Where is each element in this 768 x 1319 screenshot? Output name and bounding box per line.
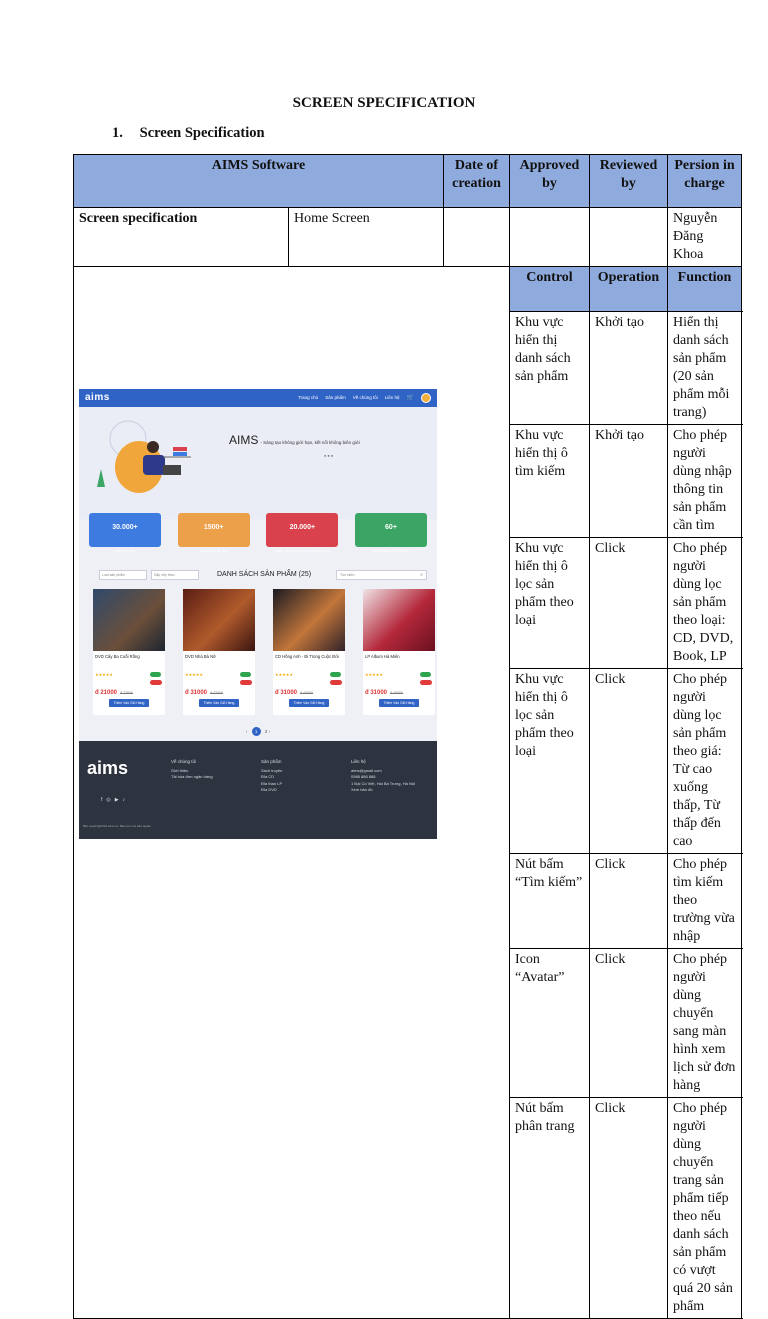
rating-stars: ★★★★★	[365, 672, 383, 677]
stats-row	[89, 513, 427, 553]
home-screen-mockup	[79, 389, 437, 839]
old-price: đ 40000	[300, 691, 314, 695]
control-cell: Khu vực hiển thị ô lọc sản phẩm theo loại	[510, 538, 590, 669]
hero-banner	[79, 407, 437, 519]
hero-brand: AIMS	[229, 433, 259, 447]
approved-cell	[510, 208, 590, 267]
search-icon[interactable]: ⌕	[420, 572, 423, 578]
nav-products[interactable]: Sản phẩm	[325, 395, 346, 400]
stock-badge	[240, 672, 251, 677]
control-cell: Nút bấm phân trang	[510, 1098, 590, 1319]
discount-badge	[420, 680, 432, 685]
control-cell: Nút bấm “Tìm kiếm”	[510, 854, 590, 949]
rating-stars: ★★★★★	[95, 672, 113, 677]
operation-header: Operation	[590, 267, 668, 312]
stat-label: lượt truy cập	[114, 549, 136, 553]
discount-badge	[240, 680, 252, 685]
avatar-icon[interactable]	[421, 393, 431, 403]
old-price: đ 40000	[390, 691, 404, 695]
control-cell: Icon “Avatar”	[510, 949, 590, 1098]
footer-copyright: Bản quyền@2024 aims.vn. Bảo lưu mọi bản quyền.	[83, 824, 152, 828]
stat-sold	[178, 513, 250, 553]
footer-heading: Sản phẩm	[261, 759, 282, 764]
price-sort-select[interactable]: Sắp xếp theo	[151, 570, 199, 580]
carousel-dots[interactable]: ●●●	[324, 453, 335, 458]
rating-stars: ★★★★★	[185, 672, 203, 677]
footer-logo: aims	[87, 758, 129, 778]
discount-badge	[150, 680, 162, 685]
price-value: đ 31000	[185, 690, 208, 696]
current-page-button[interactable]: 1	[252, 727, 261, 736]
stat-feedback	[266, 513, 338, 553]
app-logo[interactable]: aims	[85, 392, 110, 403]
nav-links	[298, 389, 431, 407]
product-name: DVD Cây Ba Cuối Rồng	[95, 654, 140, 659]
operation-cell: Click	[590, 538, 668, 669]
reviewed-by-header: Reviewed by	[590, 155, 668, 208]
stock-badge	[420, 672, 431, 677]
price-value: đ 21000	[95, 690, 118, 696]
product-cover[interactable]	[363, 589, 435, 651]
person-in-charge-header: Persion in charge	[668, 155, 742, 208]
old-price: đ 27000	[120, 691, 134, 695]
footer-heading: Liên hệ	[351, 759, 366, 764]
operation-cell: Khởi tạo	[590, 312, 668, 425]
operation-cell: Click	[590, 949, 668, 1098]
control-cell: Khu vực hiển thị danh sách sản phẩm	[510, 312, 590, 425]
footer-heading: Về chúng tôi	[171, 759, 197, 764]
operation-cell: Click	[590, 669, 668, 854]
old-price: đ 42000	[210, 691, 224, 695]
header-row	[74, 155, 742, 208]
footer-link[interactable]: Giới thiệu	[171, 767, 189, 773]
footer-address: 1 Đại Cồ Việt, Hai Bà Trưng, Hà Nội	[351, 780, 415, 786]
document-title: SCREEN SPECIFICATION	[292, 95, 476, 111]
social-icons[interactable]: f◎▶♪	[101, 797, 130, 803]
product-card[interactable]	[273, 589, 345, 715]
stat-provinces	[355, 513, 427, 553]
footer-contact	[351, 759, 415, 794]
product-name: LP Album Hà Miên	[365, 654, 400, 659]
control-cell: Khu vực hiển thị ô lọc sản phẩm theo loại	[510, 669, 590, 854]
cart-icon[interactable]: 🛒	[406, 395, 414, 401]
function-cell: Cho phép người dùng chuyển trang sản phẩm tiếp theo nếu danh sách sản phẩm có vượt quá 20 sản phẩm	[668, 1098, 742, 1319]
pagination	[79, 723, 437, 741]
control-header: Control	[510, 267, 590, 312]
add-to-cart-button[interactable]: Thêm Vào Giỏ Hàng	[109, 699, 149, 707]
price-value: đ 31000	[275, 690, 298, 696]
section-heading	[112, 125, 265, 142]
hero-title	[229, 431, 360, 452]
nav-home[interactable]: Trang chủ	[298, 395, 319, 400]
function-header: Function	[668, 267, 742, 312]
stat-value: 30.000+	[112, 524, 138, 531]
operation-cell: Click	[590, 1098, 668, 1319]
price-value: đ 31000	[365, 690, 388, 696]
footer-link[interactable]: Đĩa than LP	[261, 780, 283, 786]
app-navbar	[79, 389, 437, 407]
footer-link[interactable]: Sách truyện	[261, 767, 283, 773]
person-cell: Nguyễn Đăng Khoa	[668, 208, 742, 267]
stat-value: 60+	[385, 524, 397, 531]
product-card[interactable]	[183, 589, 255, 715]
hero-illustration	[93, 417, 193, 497]
hero-tagline: - Sáng tạo không giới hạn, kết nối không biên giới	[260, 440, 360, 445]
section-number: 1.	[112, 125, 123, 141]
operation-cell: Click	[590, 854, 668, 949]
product-card[interactable]	[363, 589, 435, 715]
product-cover[interactable]	[273, 589, 345, 651]
nav-contact[interactable]: Liên hệ	[384, 395, 400, 400]
stat-label: tỉnh/thành phố đã đến	[372, 549, 410, 553]
function-cell: Hiển thị danh sách sản phẩm (20 sản phẩm mỗi trang)	[668, 312, 742, 425]
spec-info-row	[74, 208, 742, 267]
column-header-row	[74, 267, 742, 312]
approved-by-header: Approved by	[510, 155, 590, 208]
function-cell: Cho phép người dùng nhập thông tin sản phẩm cần tìm	[668, 425, 742, 538]
stock-badge	[330, 672, 341, 677]
software-name-cell: AIMS Software	[74, 155, 444, 208]
search-input[interactable]	[336, 570, 427, 580]
footer-map-link[interactable]: Xem bản đồ	[351, 787, 373, 792]
function-cell: Cho phép người dùng lọc sản phẩm theo loại: CD, DVD, Book, LP	[668, 538, 742, 669]
add-to-cart-button[interactable]: Thêm Vào Giỏ Hàng	[199, 699, 239, 707]
date-cell	[444, 208, 510, 267]
page-2-button[interactable]: 2	[264, 729, 268, 734]
type-filter-select[interactable]: Loại sản phẩm	[99, 570, 147, 580]
stat-label: phản hồi tích cực từ khách hàng	[275, 549, 330, 553]
reviewed-cell	[590, 208, 668, 267]
operation-cell: Khởi tạo	[590, 425, 668, 538]
next-page-button[interactable]: ›	[268, 729, 271, 734]
stat-value: 20.000+	[289, 524, 316, 531]
prev-page-button[interactable]: ‹	[245, 729, 248, 734]
spec-label-cell: Screen specification	[74, 208, 289, 267]
product-grid	[93, 589, 431, 715]
function-cell: Cho phép người dùng chuyển sang màn hình xem lịch sử đơn hàng	[668, 949, 742, 1098]
footer-about	[171, 759, 213, 781]
product-card[interactable]	[93, 589, 165, 715]
footer-phone: 0988 888 888	[351, 774, 376, 779]
product-name: DVD Nhà Bà Nữ	[185, 654, 216, 659]
footer-link[interactable]: Đĩa DVD	[261, 787, 277, 792]
rating-stars: ★★★★★	[275, 672, 293, 677]
product-name: CD Hồng Anh - Đi Trong Cuộc Đời	[275, 654, 339, 659]
footer-email[interactable]: aims@gmail.com	[351, 767, 382, 773]
screenshot-cell	[74, 267, 510, 1319]
screen-name-cell: Home Screen	[289, 208, 444, 267]
stat-visits	[89, 513, 161, 553]
product-cover[interactable]	[93, 589, 165, 651]
add-to-cart-button[interactable]: Thêm Vào Giỏ Hàng	[289, 699, 329, 707]
screen-spec-table	[73, 154, 742, 1319]
discount-badge	[330, 680, 342, 685]
footer-link[interactable]: Đĩa CD	[261, 774, 275, 779]
product-list-title: DANH SÁCH SẢN PHẨM (25)	[217, 571, 312, 578]
control-cell: Khu vực hiển thị ô tìm kiếm	[510, 425, 590, 538]
filter-bar	[99, 569, 427, 581]
search-placeholder: Tìm kiếm	[340, 573, 355, 577]
date-of-creation-header: Date of creation	[444, 155, 510, 208]
function-cell: Cho phép tìm kiếm theo trường vừa nhập	[668, 854, 742, 949]
stat-label: sản phẩm đã bán	[198, 549, 229, 553]
nav-about[interactable]: Về chúng tôi	[352, 395, 378, 400]
app-footer	[79, 741, 437, 839]
stock-badge	[150, 672, 161, 677]
product-cover[interactable]	[183, 589, 255, 651]
add-to-cart-button[interactable]: Thêm Vào Giỏ Hàng	[379, 699, 419, 707]
stat-value: 1500+	[203, 524, 224, 531]
section-title: Screen Specification	[139, 125, 265, 141]
footer-products	[261, 759, 282, 794]
function-cell: Cho phép người dùng lọc sản phẩm theo giá: Từ cao xuống thấp, Từ thấp đến cao	[668, 669, 742, 854]
footer-link[interactable]: Tải hóa đơn ngân hàng	[171, 774, 213, 779]
